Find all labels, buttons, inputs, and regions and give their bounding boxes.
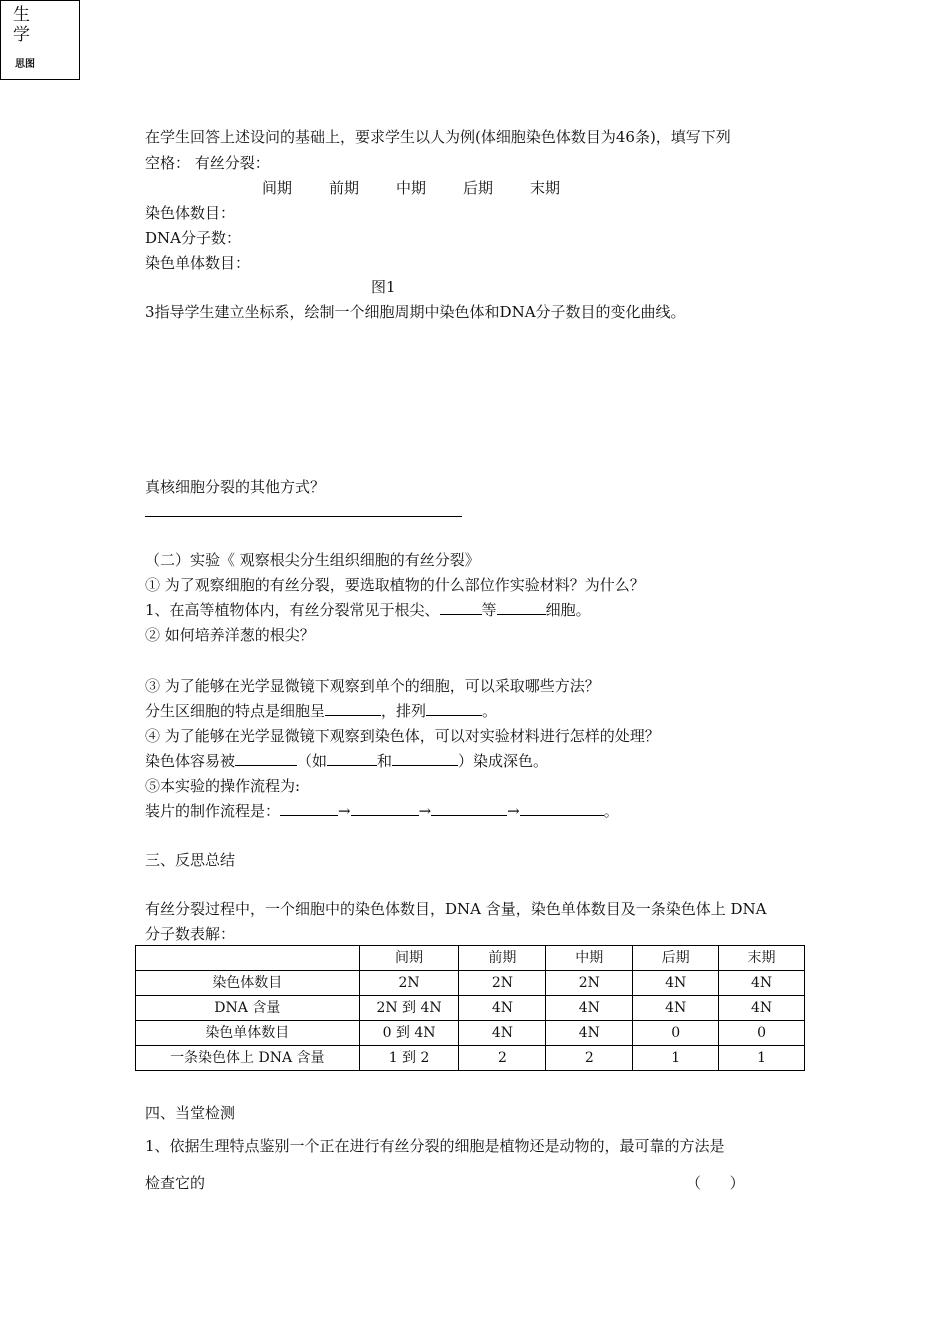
table-header-cell: 间期	[359, 946, 459, 971]
answer-4-part: ）染成深色。	[458, 752, 549, 770]
answer-1	[145, 600, 591, 620]
table-cell: 4N	[633, 996, 719, 1021]
table-cell: 2N	[359, 971, 459, 996]
arrow-symbol: →	[418, 802, 432, 820]
answer-4-part: （如	[297, 752, 328, 770]
answer-line	[145, 516, 462, 517]
test-question-1-line-1: 1、依据生理特点鉴别一个正在进行有丝分裂的细胞是植物还是动物的，最可靠的方法是	[145, 1137, 725, 1155]
phase-label: 间期	[262, 179, 293, 197]
row-label-chromosomes: 染色体数目：	[145, 204, 236, 222]
table-cell: 2	[459, 1046, 546, 1071]
fill-blank[interactable]	[325, 701, 381, 716]
corner-char-1: 生	[13, 5, 30, 25]
table-cell: 4N	[719, 996, 805, 1021]
corner-char-3: 思图	[15, 59, 35, 70]
mitosis-summary-table	[135, 945, 805, 1071]
question-2: ② 如何培养洋葱的根尖？	[145, 626, 315, 644]
step-3-text: 3指导学生建立坐标系，绘制一个细胞周期中染色体和DNA分子数目的变化曲线。	[145, 303, 686, 321]
answer-4	[145, 751, 548, 771]
phase-label: 前期	[329, 179, 360, 197]
other-division-question: 真核细胞分裂的其他方式？	[145, 478, 326, 496]
answer-4-part: 和	[377, 752, 393, 770]
fill-blank[interactable]	[280, 801, 338, 816]
table-header-cell	[136, 946, 360, 971]
table-header-cell: 中期	[546, 946, 633, 971]
table-cell: 2N	[546, 971, 633, 996]
table-cell: 0	[719, 1021, 805, 1046]
table-cell: 一条染色体上 DNA 含量	[136, 1046, 360, 1071]
fill-blank[interactable]	[327, 751, 377, 766]
answer-5-label: 装片的制作流程是：	[145, 802, 281, 820]
question-1: ① 为了观察细胞的有丝分裂，要选取植物的什么部位作实验材料？为什么？	[145, 576, 645, 594]
answer-parenthesis[interactable]: （ ）	[686, 1174, 745, 1192]
corner-char-2: 学	[13, 25, 30, 45]
corner-label-box	[0, 0, 80, 80]
answer-5-end: 。	[603, 802, 619, 820]
answer-1-part: 细胞。	[545, 601, 591, 619]
table-row	[136, 1046, 805, 1071]
fill-blank[interactable]	[392, 751, 458, 766]
answer-3-part: 分生区细胞的特点是细胞呈	[145, 702, 326, 720]
answer-3-part: 。	[482, 702, 498, 720]
experiment-title: （二）实验《 观察根尖分生组织细胞的有丝分裂》	[145, 551, 480, 569]
row-label-chromatids: 染色单体数目：	[145, 254, 251, 272]
question-4: ④ 为了能够在光学显微镜下观察到染色体，可以对实验材料进行怎样的处理？	[145, 727, 660, 745]
table-cell: 4N	[459, 996, 546, 1021]
answer-3	[145, 701, 497, 721]
fill-blank[interactable]	[497, 600, 546, 615]
reflection-text-2: 分子数表解：	[145, 925, 236, 943]
answer-3-part: ，排列	[381, 702, 427, 720]
phase-label: 后期	[463, 179, 494, 197]
table-row	[136, 996, 805, 1021]
table-cell: 4N	[633, 971, 719, 996]
table-cell: DNA 含量	[136, 996, 360, 1021]
table-cell: 1	[719, 1046, 805, 1071]
fill-blank[interactable]	[440, 600, 482, 615]
fill-blank[interactable]	[235, 751, 297, 766]
question-5: ⑤本实验的操作流程为:	[145, 777, 301, 795]
test-heading: 四、当堂检测	[145, 1104, 236, 1122]
table-cell: 4N	[459, 1021, 546, 1046]
fill-blank[interactable]	[351, 801, 419, 816]
reflection-heading: 三、反思总结	[145, 851, 236, 869]
fill-blank[interactable]	[431, 801, 507, 816]
table-cell: 0 到 4N	[359, 1021, 459, 1046]
arrow-symbol: →	[338, 802, 351, 820]
phase-label: 末期	[530, 179, 561, 197]
table-cell: 染色单体数目	[136, 1021, 360, 1046]
table-cell: 2N 到 4N	[359, 996, 459, 1021]
intro-line-2: 空格： 有丝分裂：	[145, 154, 270, 172]
table-header-cell: 末期	[719, 946, 805, 971]
table-row	[136, 1021, 805, 1046]
table-row	[136, 971, 805, 996]
table-cell: 2N	[459, 971, 546, 996]
test-question-1-line-2: 检查它的	[145, 1174, 206, 1192]
intro-line-1: 在学生回答上述设问的基础上，要求学生以人为例(体细胞染色体数目为46条)，填写下列	[145, 128, 731, 146]
answer-1-part: 等	[481, 601, 497, 619]
fill-blank[interactable]	[520, 801, 604, 816]
answer-4-part: 染色体容易被	[145, 752, 236, 770]
answer-1-part: 1、在高等植物体内，有丝分裂常见于根尖、	[145, 601, 440, 619]
table-cell: 4N	[719, 971, 805, 996]
table-header-row	[136, 946, 805, 971]
fill-blank[interactable]	[426, 701, 482, 716]
phase-label: 中期	[396, 179, 427, 197]
table-cell: 4N	[546, 996, 633, 1021]
table-cell: 0	[633, 1021, 719, 1046]
table-cell: 4N	[546, 1021, 633, 1046]
table-cell: 2	[546, 1046, 633, 1071]
question-3: ③ 为了能够在光学显微镜下观察到单个的细胞，可以采取哪些方法？	[145, 677, 600, 695]
row-label-dna: DNA分子数：	[145, 229, 241, 247]
reflection-text-1: 有丝分裂过程中，一个细胞中的染色体数目，DNA 含量，染色单体数目及一条染色体上 DNA	[145, 900, 767, 918]
figure-caption: 图1	[371, 278, 396, 296]
answer-5	[145, 801, 619, 821]
arrow-symbol: →	[507, 802, 520, 820]
table-header-cell: 后期	[633, 946, 719, 971]
table-cell: 1 到 2	[359, 1046, 459, 1071]
table-cell: 1	[633, 1046, 719, 1071]
table-cell: 染色体数目	[136, 971, 360, 996]
table-header-cell: 前期	[459, 946, 546, 971]
